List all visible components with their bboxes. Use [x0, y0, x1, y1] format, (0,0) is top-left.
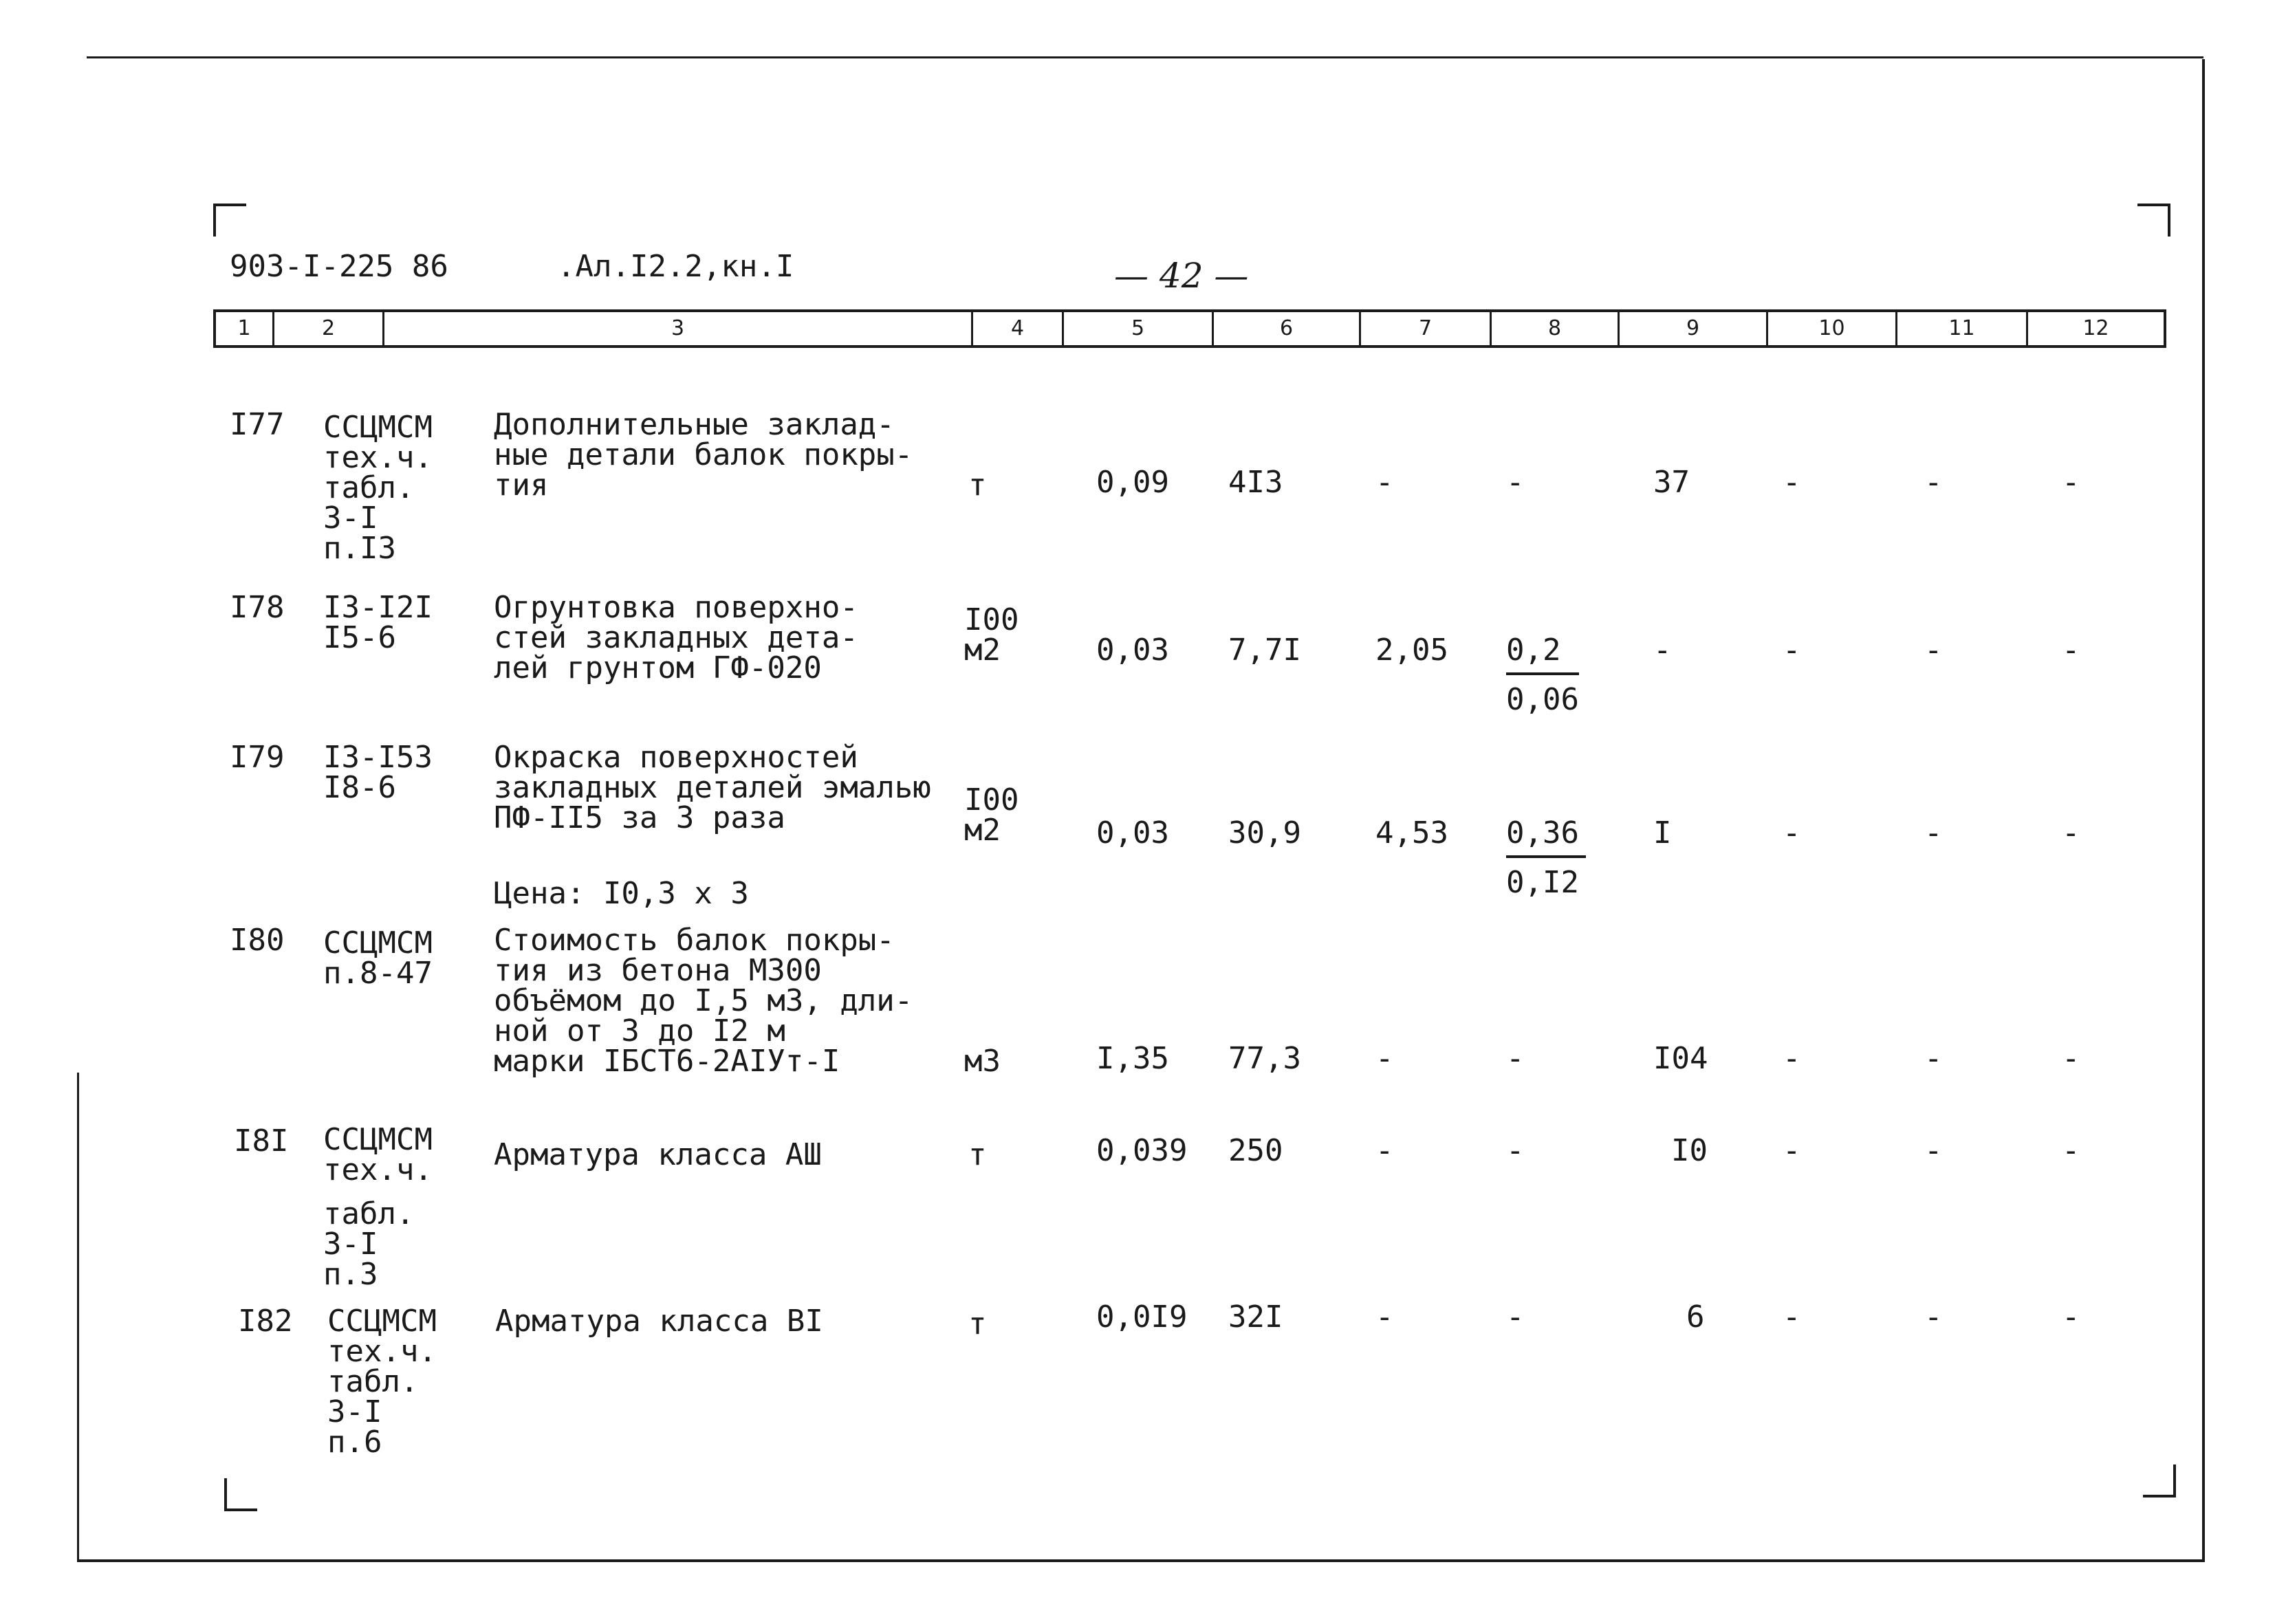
sheet-left-border	[77, 1073, 79, 1562]
row-col9: I	[1653, 815, 1672, 851]
column-number: 5	[1131, 316, 1145, 340]
corner-mark-bottom-right	[2143, 1464, 2176, 1497]
row-unit: I00 м2	[964, 782, 1019, 848]
row-col10: -	[1783, 1041, 1801, 1076]
row-col11: -	[1924, 465, 1943, 500]
row-description: Арматура класса ВI	[495, 1304, 823, 1339]
row-col9: I0	[1671, 1133, 1708, 1168]
row-code: ССЦМСМ п.8-47	[323, 925, 433, 991]
row-col9: 37	[1653, 465, 1690, 500]
row-description: Стоимость балок покры- тия из бетона М300 объёмом до I,5 м3, дли- ной от 3 до I2 м марки IБСТ6-2АIУт-I	[494, 923, 913, 1079]
row-quantity: 0,03	[1096, 633, 1169, 668]
row-quantity: 0,0I9	[1096, 1299, 1188, 1335]
row-col9: -	[1653, 633, 1672, 668]
row-col11: -	[1924, 1041, 1943, 1076]
row-col12: -	[2062, 1041, 2080, 1076]
row-col7: -	[1375, 465, 1394, 500]
row-number: I78	[230, 590, 285, 625]
row-number: I80	[230, 923, 285, 958]
row-unit: м3	[964, 1044, 1001, 1079]
row-col8: -	[1506, 1133, 1525, 1168]
page-number: — 42 —	[1114, 256, 1249, 296]
row-col10: -	[1783, 1299, 1801, 1335]
row-quantity: 0,039	[1096, 1133, 1188, 1168]
row-col7: -	[1375, 1133, 1394, 1168]
row-col7: -	[1375, 1299, 1394, 1335]
sheet-top-border	[87, 56, 2203, 58]
row-col7: 2,05	[1375, 633, 1448, 668]
row-col10: -	[1783, 633, 1801, 668]
row-price: 7,7I	[1228, 633, 1301, 668]
sheet-right-border	[2202, 59, 2205, 1562]
row-col11: -	[1924, 1299, 1943, 1335]
row-unit: т	[968, 468, 987, 503]
row-price: 4I3	[1228, 465, 1283, 500]
row-col7: 4,53	[1375, 815, 1448, 851]
row-col12: -	[2062, 633, 2080, 668]
row-number: I8I	[234, 1123, 289, 1159]
row-col7: -	[1375, 1041, 1394, 1076]
row-col10: -	[1783, 1133, 1801, 1168]
row-col8-fraction	[1506, 815, 1586, 900]
row-col12: -	[2062, 1299, 2080, 1335]
row-col9: 6	[1686, 1299, 1705, 1335]
row-col11: -	[1924, 815, 1943, 851]
row-code: I3-I53 I8-6	[323, 740, 433, 805]
row-col10: -	[1783, 465, 1801, 500]
column-number: 8	[1547, 316, 1562, 340]
fraction-denominator: 0,I2	[1506, 865, 1579, 900]
row-code: I3-I2I I5-6	[323, 590, 433, 655]
corner-mark-bottom-left	[224, 1478, 257, 1511]
row-col9: I04	[1653, 1041, 1708, 1076]
corner-mark-top-right	[2137, 204, 2170, 237]
row-price: 30,9	[1228, 815, 1301, 851]
row-description: Огрунтовка поверхно- стей закладных дета- лей грунтом ГФ-020	[494, 590, 858, 685]
row-col11: -	[1924, 1133, 1943, 1168]
column-number: 12	[2082, 316, 2109, 340]
row-code: ССЦМСМ тех.ч.	[323, 1122, 433, 1187]
fraction-denominator: 0,06	[1506, 682, 1579, 717]
row-col12: -	[2062, 1133, 2080, 1168]
row-quantity: I,35	[1096, 1041, 1169, 1076]
row-col8: -	[1506, 1041, 1525, 1076]
column-number: 9	[1686, 316, 1700, 340]
column-number: 4	[1010, 316, 1025, 340]
row-col8: -	[1506, 465, 1525, 500]
row-col8: -	[1506, 1299, 1525, 1335]
row-description: Дополнительные заклад- ные детали балок покры- тия	[494, 407, 913, 503]
column-number: 3	[671, 316, 685, 340]
price-note: Цена: I0,3 x 3	[494, 876, 749, 911]
document-code: 903-I-225 86	[230, 249, 448, 284]
column-number: 7	[1418, 316, 1433, 340]
row-quantity: 0,03	[1096, 815, 1169, 851]
column-number: 6	[1279, 316, 1294, 340]
row-col11: -	[1924, 633, 1943, 668]
sheet-bottom-border	[77, 1559, 2205, 1562]
row-unit: т	[968, 1137, 987, 1172]
row-col12: -	[2062, 465, 2080, 500]
row-price: 77,3	[1228, 1041, 1301, 1076]
row-price: 250	[1228, 1133, 1283, 1168]
row-description: Арматура класса АШ	[494, 1137, 822, 1172]
row-code-continued: табл. 3-I п.3	[323, 1196, 415, 1292]
row-col12: -	[2062, 815, 2080, 851]
row-number: I82	[238, 1304, 293, 1339]
row-quantity: 0,09	[1096, 465, 1169, 500]
column-number: 1	[237, 316, 251, 340]
row-col10: -	[1783, 815, 1801, 851]
fraction-numerator: 0,2	[1506, 635, 1579, 675]
column-number: 11	[1948, 316, 1975, 340]
fraction-numerator: 0,36	[1506, 818, 1586, 858]
row-code: ССЦМСМ тех.ч. табл. 3-I п.I3	[323, 410, 433, 566]
album-reference: .Ал.I2.2,кн.I	[557, 249, 794, 284]
column-number: 2	[321, 316, 336, 340]
column-number: 10	[1818, 316, 1845, 340]
row-code: ССЦМСМ тех.ч. табл. 3-I п.6	[327, 1304, 437, 1460]
row-number: I77	[230, 407, 285, 442]
row-description: Окраска поверхностей закладных деталей эмалью ПФ-II5 за 3 раза	[494, 740, 931, 835]
row-col8-fraction	[1506, 635, 1579, 715]
row-number: I79	[230, 740, 285, 775]
row-unit: I00 м2	[964, 602, 1019, 668]
row-unit: т	[968, 1306, 987, 1341]
row-price: 32I	[1228, 1299, 1283, 1335]
corner-mark-top-left	[213, 204, 246, 237]
